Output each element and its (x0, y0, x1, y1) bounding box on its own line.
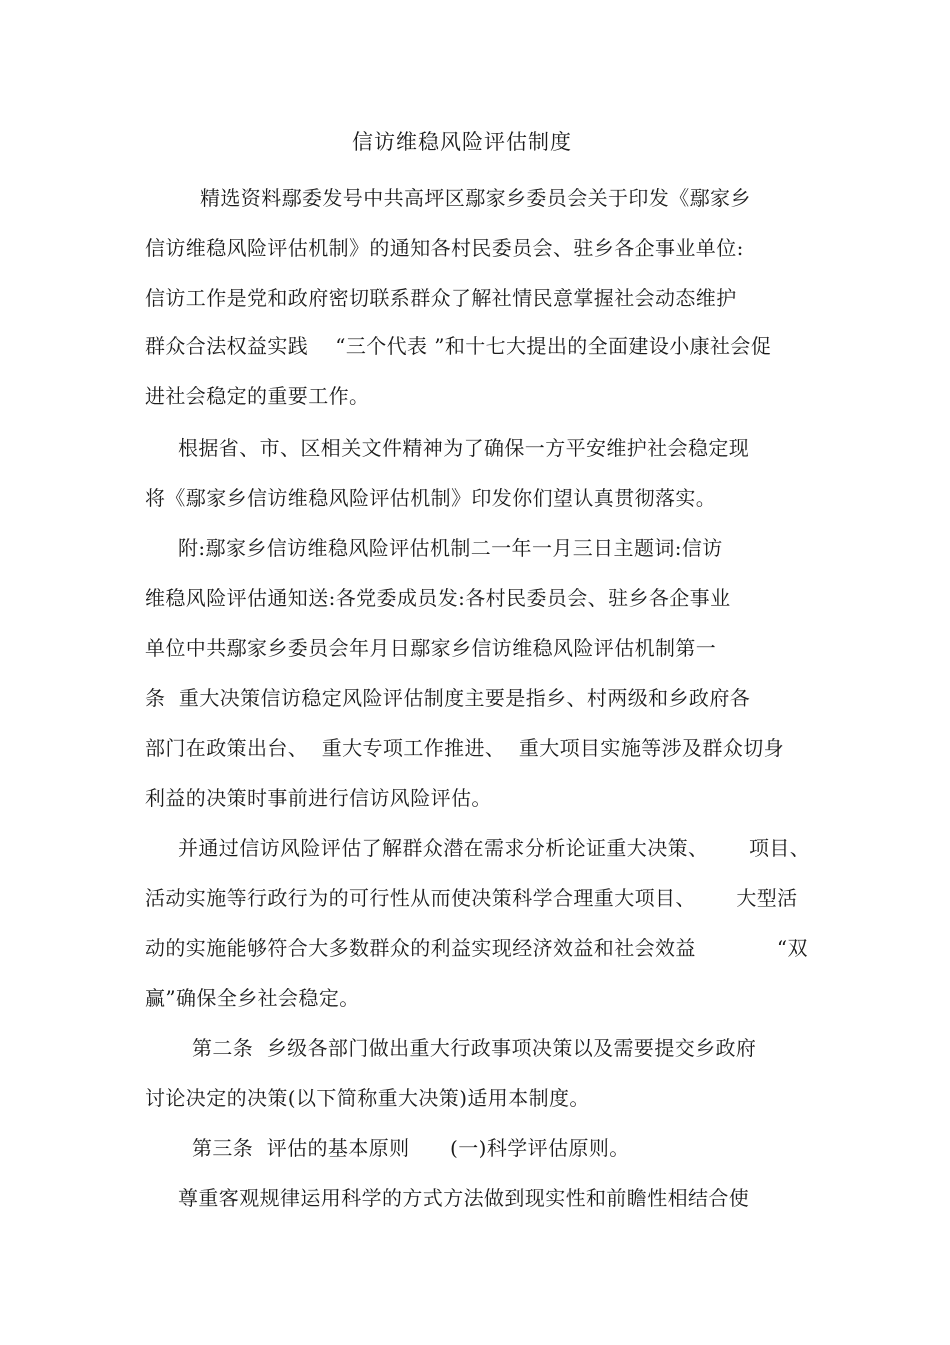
paragraph-line: 信访工作是党和政府密切联系群众了解社情民意掌握社会动态维护 (145, 286, 737, 310)
paragraph-line: 第三条 评估的基本原则 (一)科学评估原则。 (192, 1136, 630, 1160)
paragraph-line: 利益的决策时事前进行信访风险评估。 (145, 786, 492, 810)
paragraph-line: 动的实施能够符合大多数群众的利益实现经济效益和社会效益 “双 (145, 936, 808, 960)
paragraph-line: 条 重大决策信访稳定风险评估制度主要是指乡、村两级和乡政府各 (145, 686, 751, 710)
paragraph-line: 部门在政策出台、 重大专项工作推进、 重大项目实施等涉及群众切身 (145, 736, 785, 760)
paragraph-line: 附:鄢家乡信访维稳风险评估机制二一年一月三日主题词:信访 (178, 536, 723, 560)
paragraph-line: 并通过信访风险评估了解群众潜在需求分析论证重大决策、 项目、 (178, 836, 811, 860)
document-title: 信访维稳风险评估制度 (352, 130, 572, 154)
paragraph-line: 群众合法权益实践 “三个代表 ”和十七大提出的全面建设小康社会促 (145, 334, 772, 358)
paragraph-line: 将《鄢家乡信访维稳风险评估机制》印发你们望认真贯彻落实。 (145, 486, 717, 510)
paragraph-line: 尊重客观规律运用科学的方式方法做到现实性和前瞻性相结合使 (178, 1186, 750, 1210)
paragraph-line: 活动实施等行政行为的可行性从而使决策科学合理重大项目、 大型活 (145, 886, 798, 910)
paragraph-line: 精选资料鄢委发号中共高坪区鄢家乡委员会关于印发《鄢家乡 (200, 186, 751, 210)
paragraph-line: 进社会稳定的重要工作。 (145, 384, 370, 408)
paragraph-line: 信访维稳风险评估机制》的通知各村民委员会、驻乡各企事业单位: (145, 236, 744, 260)
paragraph-line: 讨论决定的决策(以下简称重大决策)适用本制度。 (145, 1086, 590, 1110)
paragraph-line: 赢”确保全乡社会稳定。 (145, 986, 360, 1010)
paragraph-line: 根据省、市、区相关文件精神为了确保一方平安维护社会稳定现 (178, 436, 750, 460)
paragraph-line: 单位中共鄢家乡委员会年月日鄢家乡信访维稳风险评估机制第一 (145, 636, 717, 660)
paragraph-line: 第二条 乡级各部门做出重大行政事项决策以及需要提交乡政府 (192, 1036, 757, 1060)
paragraph-line: 维稳风险评估通知送:各党委成员发:各村民委员会、驻乡各企事业 (145, 586, 731, 610)
